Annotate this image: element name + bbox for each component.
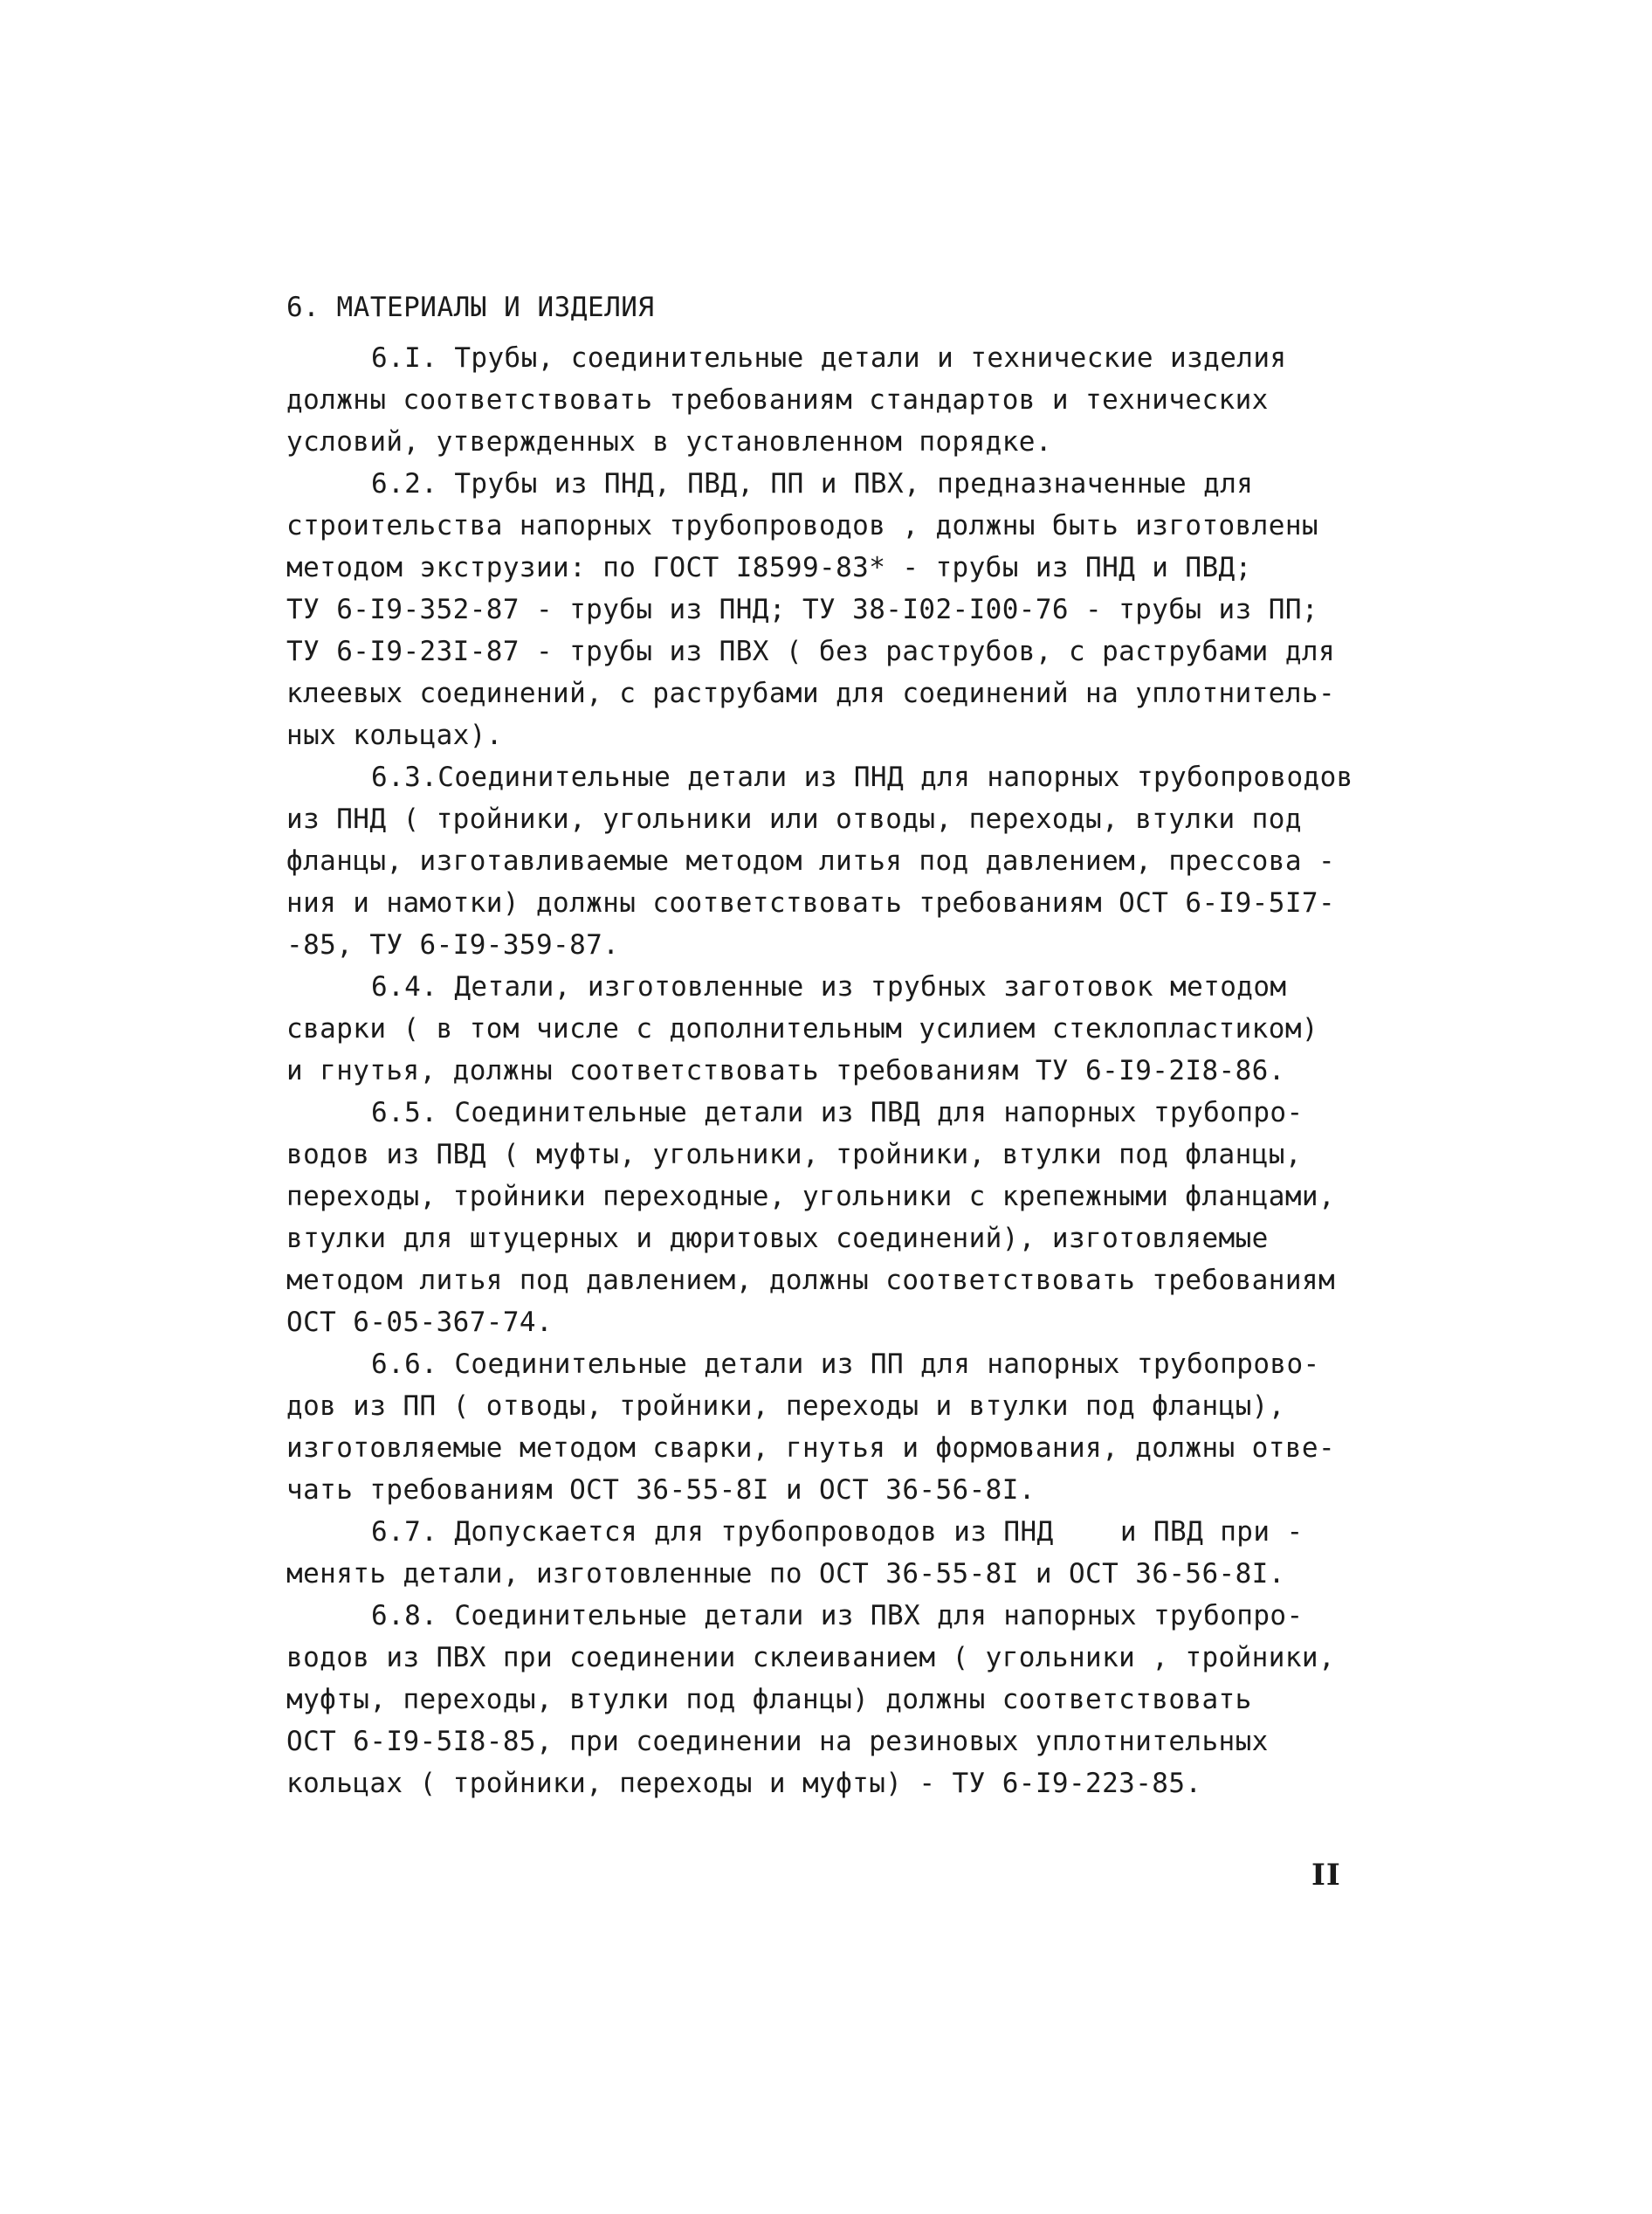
text-line: 6.3.Соединительные детали из ПНД для напорных трубопроводов bbox=[371, 762, 1353, 793]
text-line: условий, утвержденных в установленном порядке. bbox=[286, 426, 1052, 458]
section-body bbox=[286, 286, 1395, 1804]
text-line: дов из ПП ( отводы, тройники, переходы и втулки под фланцы), bbox=[286, 1390, 1285, 1422]
text-line: -85, ТУ 6-I9-359-87. bbox=[286, 929, 620, 961]
section-heading: 6. МАТЕРИАЛЫ И ИЗДЕЛИЯ bbox=[286, 292, 655, 323]
text-line: 6.I. Трубы, соединительные детали и технические изделия bbox=[371, 342, 1287, 374]
paragraph-lines bbox=[286, 337, 1395, 1804]
text-line: клеевых соединений, с раструбами для соединений на уплотнитель- bbox=[286, 678, 1336, 709]
text-line: менять детали, изготовленные по ОСТ 36-55-8I и ОСТ 36-56-8I. bbox=[286, 1558, 1285, 1590]
text-line: должны соответствовать требованиям стандартов и технических bbox=[286, 384, 1269, 416]
text-line: 6.5. Соединительные детали из ПВД для напорных трубопро- bbox=[371, 1097, 1304, 1128]
text-line: переходы, тройники переходные, угольники с крепежными фланцами, bbox=[286, 1181, 1336, 1212]
text-line: из ПНД ( тройники, угольники или отводы, переходы, втулки под bbox=[286, 804, 1302, 835]
text-line: и гнутья, должны соответствовать требованиям ТУ 6-I9-2I8-86. bbox=[286, 1055, 1285, 1086]
text-line: изготовляемые методом сварки, гнутья и формования, должны отве- bbox=[286, 1432, 1336, 1464]
text-line: методом литья под давлением, должны соответствовать требованиям bbox=[286, 1265, 1336, 1296]
text-line: 6.7. Допускается для трубопроводов из ПНД и ПВД при - bbox=[371, 1516, 1304, 1548]
page-number: II bbox=[1311, 1858, 1341, 1893]
text-line: кольцах ( тройники, переходы и муфты) - ТУ 6-I9-223-85. bbox=[286, 1768, 1202, 1799]
text-line: 6.8. Соединительные детали из ПВХ для напорных трубопро- bbox=[371, 1600, 1304, 1631]
text-line: чать требованиям ОСТ 36-55-8I и ОСТ 36-56-8I. bbox=[286, 1474, 1036, 1506]
text-line: ТУ 6-I9-352-87 - трубы из ПНД; ТУ 38-I02-I00-76 - трубы из ПП; bbox=[286, 594, 1318, 625]
text-line: ОСТ 6-I9-5I8-85, при соединении на резиновых уплотнительных bbox=[286, 1726, 1269, 1757]
text-line: строительства напорных трубопроводов , должны быть изготовлены bbox=[286, 510, 1318, 541]
text-line: ОСТ 6-05-367-74. bbox=[286, 1307, 554, 1338]
text-line: 6.6. Соединительные детали из ПП для напорных трубопрово- bbox=[371, 1348, 1320, 1380]
text-line: ния и намотки) должны соответствовать требованиям ОСТ 6-I9-5I7- bbox=[286, 887, 1336, 919]
text-line: муфты, переходы, втулки под фланцы) должны соответствовать bbox=[286, 1684, 1252, 1715]
text-line: 6.4. Детали, изготовленные из трубных заготовок методом bbox=[371, 971, 1287, 1003]
text-line: ных кольцах). bbox=[286, 720, 503, 751]
text-line: ТУ 6-I9-23I-87 - трубы из ПВХ ( без раструбов, с раструбами для bbox=[286, 636, 1336, 667]
text-line: сварки ( в том числе с дополнительным усилием стеклопластиком) bbox=[286, 1013, 1318, 1045]
text-line: водов из ПВХ при соединении склеиванием ( угольники , тройники, bbox=[286, 1642, 1336, 1673]
text-line: водов из ПВД ( муфты, угольники, тройники, втулки под фланцы, bbox=[286, 1139, 1302, 1170]
text-line: 6.2. Трубы из ПНД, ПВД, ПП и ПВХ, предназначенные для bbox=[371, 468, 1254, 500]
text-line: втулки для штуцерных и дюритовых соединений), изготовляемые bbox=[286, 1223, 1269, 1254]
text-line: фланцы, изготавливаемые методом литья под давлением, прессова - bbox=[286, 845, 1336, 877]
text-line: методом экструзии: по ГОСТ I8599-83* - трубы из ПНД и ПВД; bbox=[286, 552, 1252, 583]
